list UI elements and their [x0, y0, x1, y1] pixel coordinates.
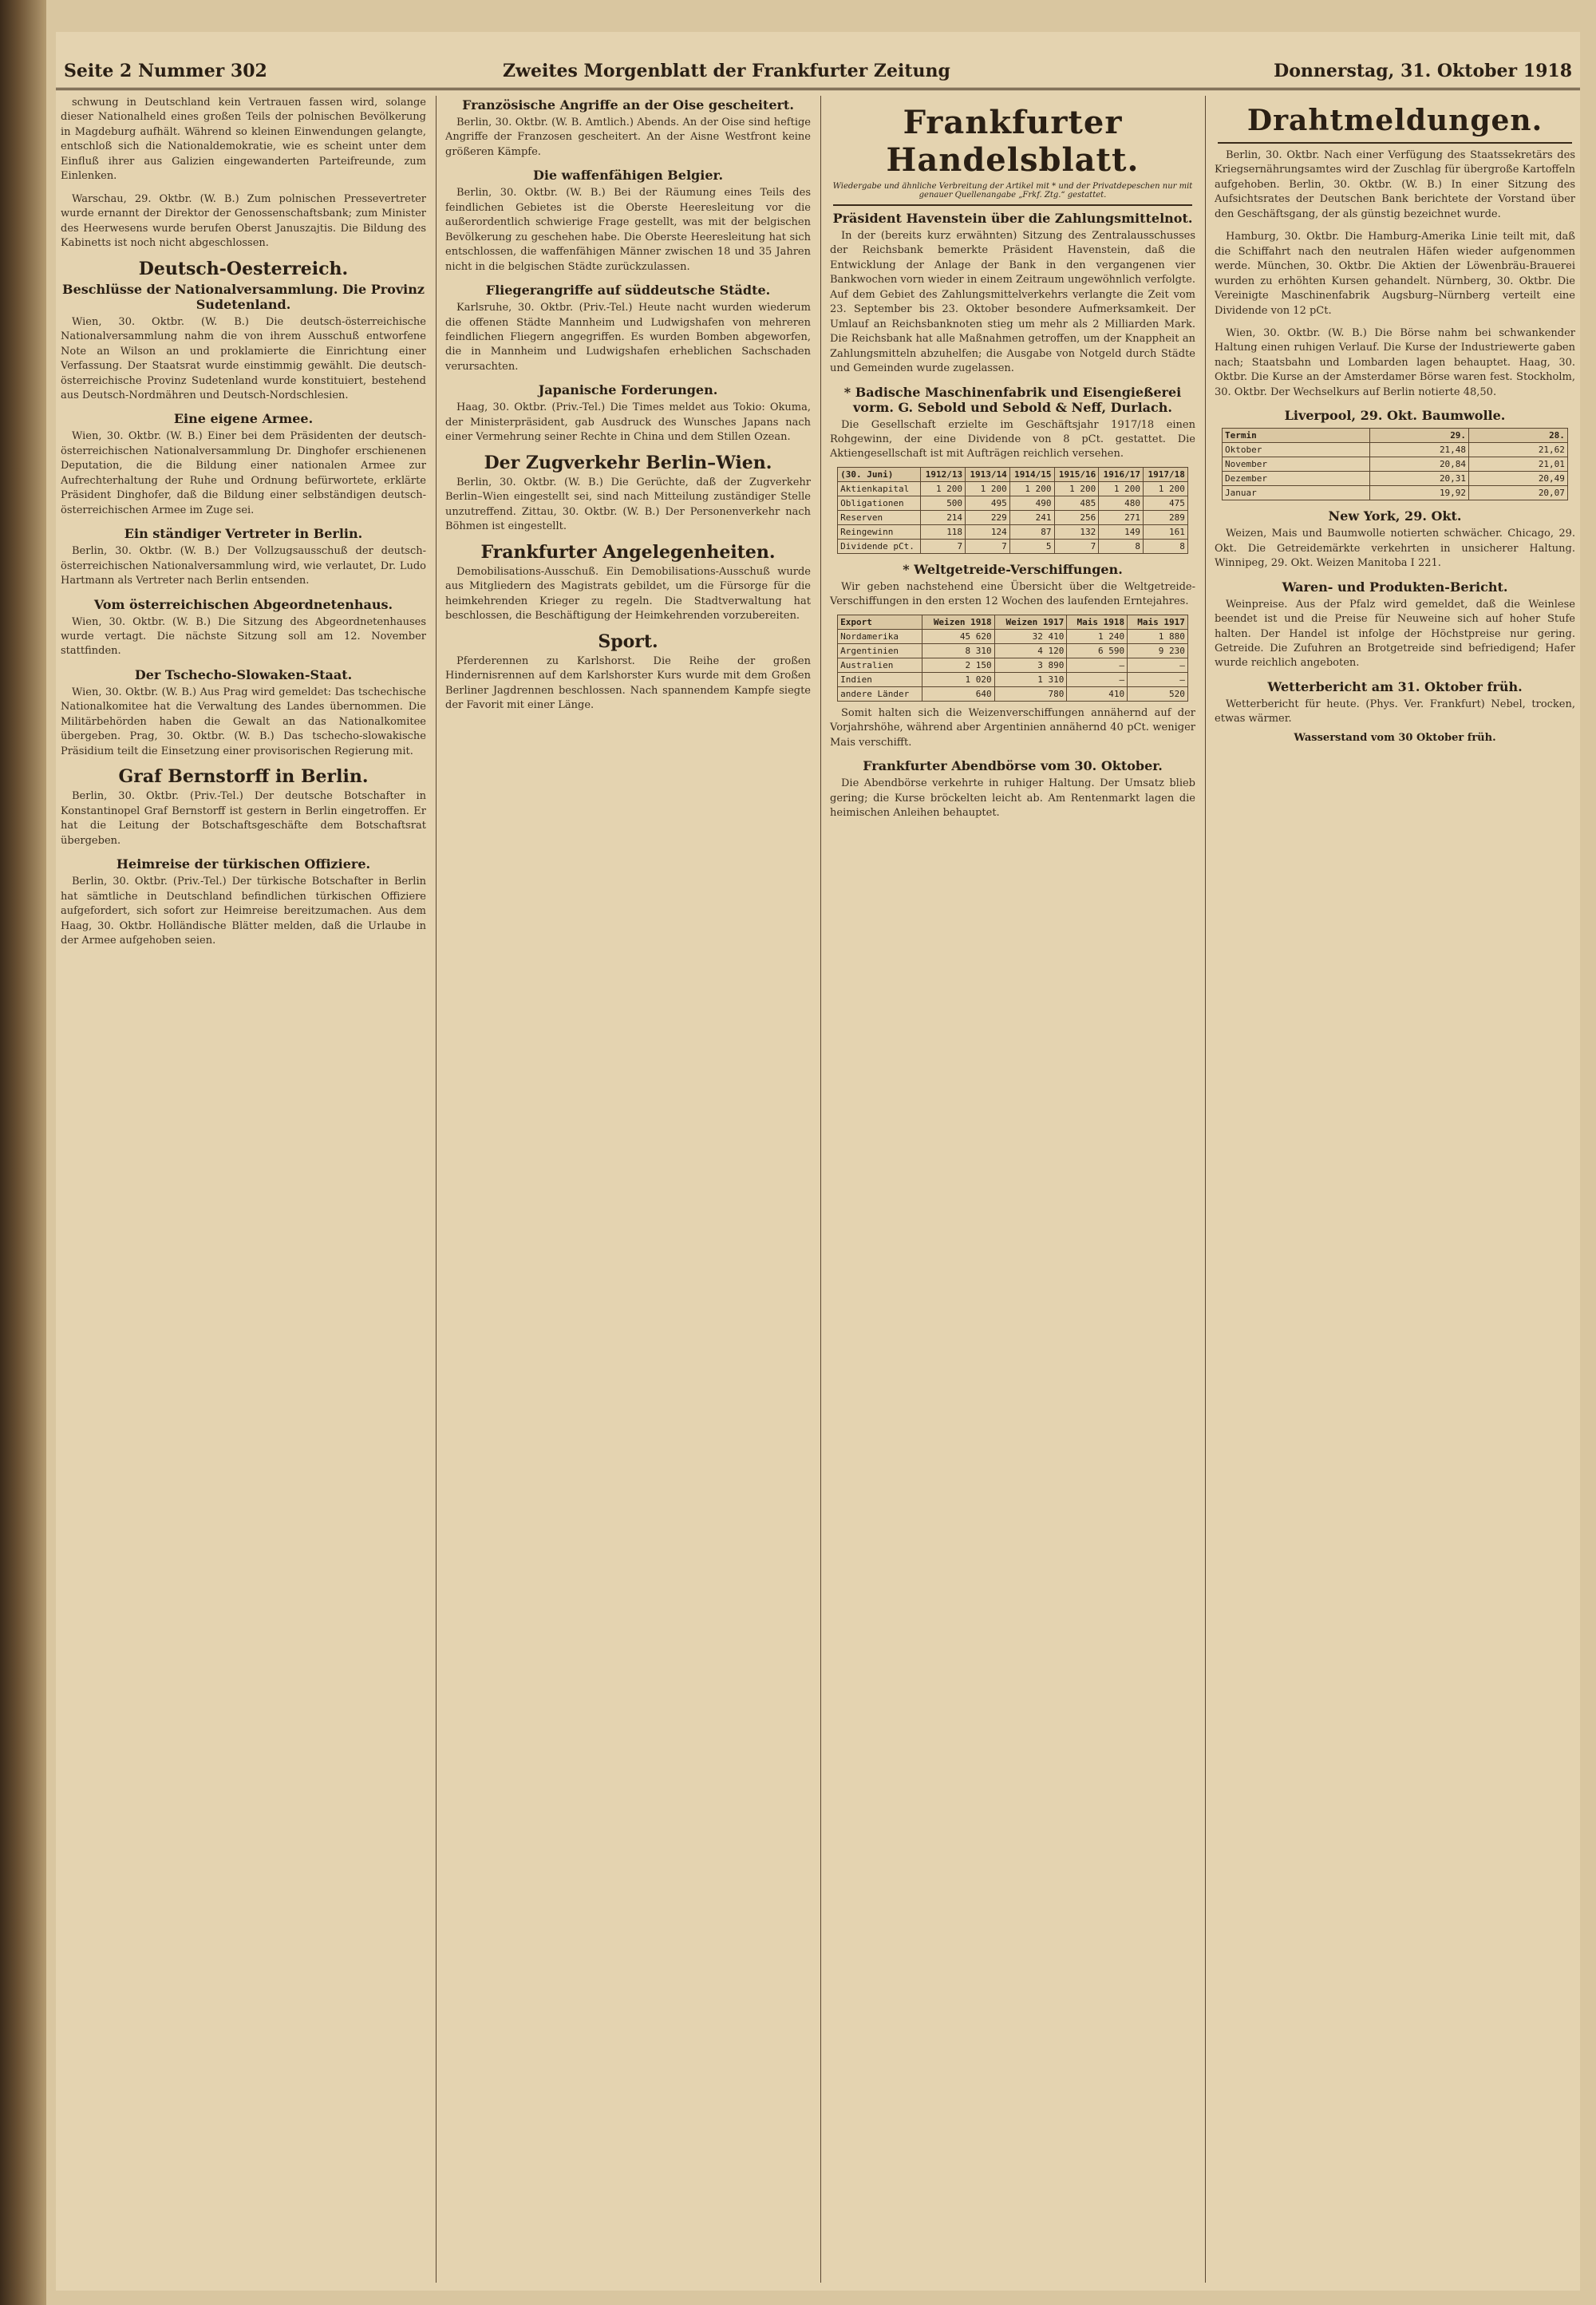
- article-body: Warschau, 29. Oktbr. (W. B.) Zum polnischen Pressevertreter wurde ernannt der Direktor der Genossenschaftsbank; zum Minister des Heerwesens wurde berufen Oberst Januszajtis. Die Bildung des Kabinetts ist noch nicht abgeschlossen.: [61, 192, 426, 250]
- article-title: Heimreise der türkischen Offiziere.: [116, 856, 371, 872]
- article-title: Wetterbericht am 31. Oktober früh.: [1267, 678, 1523, 694]
- article-body: Berlin, 30. Oktbr. (W. B.) Bei der Räumung eines Teils des feindlichen Gebietes ist die Oberste Heeresleitung vor die außerordentlich schwierige Frage gestellt, was mit der belgischen Bevölkerung zu geschehen habe. Die Oberste Heeresleitung hat sich entschlossen, die waffenfähigen Männer zwischen 18 und 35 Jahren nicht in die belgischen Städte zurückzulassen.: [445, 187, 811, 273]
- table-header-cell: 29.: [1370, 429, 1469, 443]
- table-cell: 1 200: [1009, 481, 1054, 496]
- table-cell: 475: [1144, 496, 1188, 510]
- article-title: Französische Angriffe an der Oise gescheitert.: [462, 97, 794, 113]
- table-row: [838, 496, 1188, 510]
- table-cell: Indien: [838, 672, 922, 686]
- table-row: [838, 510, 1188, 524]
- table-row: [838, 524, 1188, 539]
- table-cell: andere Länder: [838, 686, 922, 701]
- table-header-cell: Mais 1917: [1128, 615, 1188, 629]
- table-cell: –: [1067, 672, 1128, 686]
- table-row: [1223, 457, 1568, 472]
- table-header-cell: Mais 1918: [1067, 615, 1128, 629]
- table-cell: 241: [1009, 510, 1054, 524]
- table-cell: 5: [1009, 539, 1054, 553]
- table-cell: 87: [1009, 524, 1054, 539]
- table-cell: 8: [1144, 539, 1188, 553]
- article-title: Eine eigene Armee.: [173, 411, 314, 427]
- market-title: Liverpool, 29. Okt. Baumwolle.: [1284, 408, 1506, 424]
- table-cell: Argentinien: [838, 643, 922, 658]
- table-cell: Oktober: [1223, 443, 1370, 457]
- balance-table: [837, 467, 1188, 554]
- article-title: Graf Bernstorff in Berlin.: [118, 766, 369, 788]
- table-header-cell: Weizen 1917: [994, 615, 1067, 629]
- table-cell: Dezember: [1223, 472, 1370, 486]
- section-note: Wiedergabe und ähnliche Verbreitung der Artikel mit * und der Privatdepeschen nur mit genauer Quellenangabe „Frkf. Ztg.“ gestattet.: [832, 182, 1193, 200]
- article-body: Demobilisations-Ausschuß. Ein Demobilisations-Ausschuß wurde aus Mitgliedern des Magistrats gebildet, um die Fürsorge für die heimkehrenden Krieger zu regeln. Die Stadtverwaltung hat beschlossen, die Beschäftigung der Heimkehrenden vorzubereiten.: [445, 565, 811, 623]
- article-title: Präsident Havenstein über die Zahlungsmittelnot.: [832, 211, 1193, 226]
- table-cell: 7: [921, 539, 966, 553]
- table-cell: 2 150: [922, 658, 994, 672]
- table-header-cell: 1912/13: [921, 467, 966, 481]
- article-title: Deutsch-Oesterreich.: [138, 258, 349, 279]
- article: [61, 767, 426, 848]
- article: [1215, 326, 1575, 400]
- column-4: [1210, 96, 1580, 2283]
- article: [1215, 679, 1575, 744]
- article: [445, 453, 811, 535]
- table-row: [1223, 486, 1568, 500]
- article-body: Karlsruhe, 30. Oktbr. (Priv.-Tel.) Heute nacht wurden wiederum die offenen Städte Mannheim und Ludwigshafen von mehreren feindlichen Fliegern angegriffen. Es wurden Bomben abgeworfen, die in Mannheim und Ludwigshafen erheblichen Sachschaden verursachten.: [445, 302, 811, 373]
- article-body: Haag, 30. Oktbr. (Priv.-Tel.) Die Times meldet aus Tokio: Okuma, der Ministerpräsident, gab Ausdruck des Wunsches Japans nach einer Vermehrung seiner Rechte in China und dem Stillen Ozean.: [445, 401, 811, 444]
- water-level-title: Wasserstand vom 30 Oktober früh.: [1294, 731, 1496, 744]
- table-cell: –: [1128, 658, 1188, 672]
- table-cell: 780: [994, 686, 1067, 701]
- table-cell: 1 200: [966, 481, 1010, 496]
- article: [61, 259, 426, 404]
- table-cell: 1 200: [921, 481, 966, 496]
- table-cell: 214: [921, 510, 966, 524]
- article-body: Die Gesellschaft erzielte im Geschäftsjahr 1917/18 einen Rohgewinn, der eine Dividende von 8 pCt. gestattet. Die Aktiengesellschaft ist mit Aufträgen reichlich versehen.: [830, 418, 1195, 461]
- table-header-cell: 1913/14: [966, 467, 1010, 481]
- table-row: [838, 643, 1188, 658]
- table-row: [838, 539, 1188, 553]
- article-body: Wien, 30. Oktbr. (W. B.) Die deutsch-österreichische Nationalversammlung nahm die von ihrem Ausschuß entworfene Note an Wilson an und proklamierte die Einrichtung einer Verfassung. Der Staatsrat wurde einstimmig gewählt. Die deutsch-österreichische Provinz Sudetenland wurde konstituiert, bestehend aus Deutsch-Nordmähren und Deutsch-Nordschlesien.: [61, 315, 426, 401]
- cotton-table: [1222, 428, 1568, 500]
- article: [1215, 579, 1575, 671]
- table-header-cell: 1915/16: [1054, 467, 1099, 481]
- article-body: Wetterbericht für heute. (Phys. Ver. Frankfurt) Nebel, trocken, etwas wärmer.: [1215, 698, 1575, 726]
- article: [445, 283, 811, 374]
- article: [61, 526, 426, 588]
- table-cell: 161: [1144, 524, 1188, 539]
- table-cell: 7: [1054, 539, 1099, 553]
- section-title: Drahtmeldungen.: [1246, 104, 1543, 137]
- table-cell: 256: [1054, 510, 1099, 524]
- table-header-cell: Weizen 1918: [922, 615, 994, 629]
- article-title: Sport.: [598, 631, 658, 652]
- article-title: Waren- und Produkten-Bericht.: [1282, 579, 1508, 595]
- book-binding: [0, 0, 46, 2305]
- table-header-cell: (30. Juni): [838, 467, 921, 481]
- header-left: Seite 2 Nummer 302: [64, 61, 267, 81]
- table-cell: 271: [1099, 510, 1144, 524]
- article: [445, 543, 811, 624]
- table-cell: 8 310: [922, 643, 994, 658]
- article: [61, 856, 426, 948]
- article: [61, 192, 426, 251]
- table-cell: Januar: [1223, 486, 1370, 500]
- table-cell: Reserven: [838, 510, 921, 524]
- table-cell: 3 890: [994, 658, 1067, 672]
- article-title: Die waffenfähigen Belgier.: [532, 168, 724, 184]
- article: [1215, 230, 1575, 318]
- table-cell: 20,07: [1469, 486, 1568, 500]
- table-row: [838, 481, 1188, 496]
- table-cell: 124: [966, 524, 1010, 539]
- table-cell: Nordamerika: [838, 629, 922, 643]
- article-title: Fliegerangriffe auf süddeutsche Städte.: [485, 283, 771, 299]
- column-rule: [820, 96, 821, 2283]
- article-body: Wien, 30. Oktbr. (W. B.) Die Sitzung des Abgeordnetenhauses wurde vertagt. Die nächste Sitzung soll am 12. November stattfinden.: [61, 615, 426, 658]
- table-cell: 485: [1054, 496, 1099, 510]
- article-body: Weizen, Mais und Baumwolle notierten schwächer. Chicago, 29. Okt. Die Getreidemärkte verkehrten in unsicherer Haltung. Winnipeg, 29. Okt. Weizen Manitoba I 221.: [1215, 528, 1575, 570]
- article-body: schwung in Deutschland kein Vertrauen fassen wird, solange dieser Nationalheld eines großen Teils der polnischen Bevölkerung in Magdeburg aufhält. Während so kleinen Einwendungen gelangte, entschloß sich die Nationaldemokratie, wie es scheint unter dem Einfluß ihrer aus Galizien eingewanderten Parteifreunde, zum Einlenken.: [61, 97, 426, 183]
- table-cell: 21,48: [1370, 443, 1469, 457]
- article-title: Vom österreichischen Abgeordnetenhaus.: [93, 596, 393, 612]
- table-row: [838, 686, 1188, 701]
- table-cell: 118: [921, 524, 966, 539]
- article-title: * Weltgetreide-Verschiffungen.: [903, 561, 1123, 577]
- column-3: [825, 96, 1200, 2283]
- grain-table: [837, 615, 1188, 702]
- article: [445, 632, 811, 714]
- article: [1215, 148, 1575, 222]
- article-body: Wien, 30. Oktbr. (W. B.) Die Börse nahm bei schwankender Haltung einen ruhigen Verlauf. Die Kurse der Industriewerte gaben nach; Staatsbahn und Lombarden lagen behauptet. Haag, 30. Oktbr. Die Kurse an der Amsterdamer Börse waren fest. Stockholm, 30. Oktbr. Der Wechselkurs auf Berlin notierte 48,50.: [1215, 326, 1575, 398]
- table-cell: 45 620: [922, 629, 994, 643]
- table-cell: 4 120: [994, 643, 1067, 658]
- article-title: Der Tschecho-Slowaken-Staat.: [134, 666, 353, 682]
- article-title: Frankfurter Angelegenheiten.: [480, 541, 776, 563]
- table-header-cell: Export: [838, 615, 922, 629]
- market-title: New York, 29. Okt.: [1328, 508, 1462, 524]
- table-cell: 495: [966, 496, 1010, 510]
- article-body: Somit halten sich die Weizenverschiffungen annähernd auf der Vorjahrshöhe, während aber Argentinien annähernd 40 pCt. weniger Mais verschifft.: [830, 706, 1195, 749]
- article-body: Berlin, 30. Oktbr. Nach einer Verfügung des Staatssekretärs des Kriegsernährungsamtes wird der Zuschlag für übergroße Kartoffeln aufgehoben. Berlin, 30. Oktbr. (W. B.) In einer Sitzung des Aufsichtsrates der Deutschen Bank berichtete der Vorstand über den Geschäftsgang, der als günstig bezeichnet wurde.: [1215, 149, 1575, 220]
- article-body: Wien, 30. Oktbr. (W. B.) Aus Prag wird gemeldet: Das tschechische Nationalkomitee hat die Verwaltung des Landes übernommen. Die Militärbehörden haben die Gewalt an das Nationalkomitee übergeben. Prag, 30. Oktbr. (W. B.) Das tschecho-slowakische Präsidium teilt die Einsetzung einer provisorischen Regierung mit.: [61, 686, 426, 757]
- article: [61, 597, 426, 659]
- article: [445, 97, 811, 160]
- table-cell: Reingewinn: [838, 524, 921, 539]
- table-row: [838, 658, 1188, 672]
- table-cell: 500: [921, 496, 966, 510]
- table-cell: –: [1067, 658, 1128, 672]
- table-row: [838, 672, 1188, 686]
- column-rule: [1205, 96, 1206, 2283]
- article-body: In der (bereits kurz erwähnten) Sitzung des Zentralausschusses der Reichsbank bemerkte Präsident Havenstein, daß die Entwicklung der Anlage der Bank in den vergangenen vier Bankwochen vorn wieder in einem Zeitraum ungewöhnlich verfolgte. Auf dem Gebiet des Zahlungsmittelverkehrs verlangte die Zeit vom 23. September bis 23. Oktober besondere Aufmerksamkeit. Der Umlauf an Reichsbanknoten stieg um mehr als 2 Milliarden Mark. Die Reichsbank hat alle Maßnahmen getroffen, um der Knappheit an Zahlungsmitteln abzuhelfen; die Ausgabe von Notgeld durch Städte und Gemeinden wurde zugelassen.: [830, 230, 1195, 375]
- table-cell: 8: [1099, 539, 1144, 553]
- table-cell: 149: [1099, 524, 1144, 539]
- table-header-cell: 1914/15: [1009, 467, 1054, 481]
- article-body: Wir geben nachstehend eine Übersicht über die Weltgetreide-Verschiffungen in den ersten 12 Wochen des laufenden Erntejahres.: [830, 580, 1195, 608]
- article-subtitle: Beschlüsse der Nationalversammlung. Die Provinz Sudetenland.: [62, 281, 425, 312]
- table-cell: 1 880: [1128, 629, 1188, 643]
- table-cell: 21,62: [1469, 443, 1568, 457]
- header-center: Zweites Morgenblatt der Frankfurter Zeitung: [503, 61, 950, 81]
- article: [1215, 408, 1575, 500]
- table-cell: 490: [1009, 496, 1054, 510]
- article-body: Berlin, 30. Oktbr. (W. B.) Der Vollzugsausschuß der deutsch-österreichischen Nationalversammlung wird, wie verlautet, Dr. Ludo Hartmann als Vertreter nach Berlin entsenden.: [61, 545, 426, 587]
- table-row: [838, 629, 1188, 643]
- table-cell: 132: [1054, 524, 1099, 539]
- article-body: Berlin, 30. Oktbr. (W. B. Amtlich.) Abends. An der Oise sind heftige Angriffe der Franzosen gescheitert. An der Aisne Westfront keine größeren Kämpfe.: [445, 117, 811, 158]
- table-cell: 20,84: [1370, 457, 1469, 472]
- article-body: Die Abendbörse verkehrte in ruhiger Haltung. Der Umsatz blieb gering; die Kurse bröckelten leicht ab. Am Rentenmarkt lagen die heimischen Anleihen behauptet.: [830, 777, 1195, 820]
- article-body: Berlin, 30. Oktbr. (W. B.) Die Gerüchte, daß der Zugverkehr Berlin–Wien eingestellt sei, sind nach Mitteilung zuständiger Stelle unzutreffend. Zittau, 30. Oktbr. (W. B.) Der Personenverkehr nach Böhmen ist eingestellt.: [445, 476, 811, 533]
- section-title: Frankfurter Handelsblatt.: [886, 104, 1140, 179]
- header-right: Donnerstag, 31. Oktober 1918: [1274, 61, 1572, 81]
- table-cell: 32 410: [994, 629, 1067, 643]
- table-cell: 1 240: [1067, 629, 1128, 643]
- article-title: Frankfurter Abendbörse vom 30. Oktober.: [863, 758, 1163, 774]
- article-title: Ein ständiger Vertreter in Berlin.: [124, 526, 363, 542]
- table-header-cell: Termin: [1223, 429, 1370, 443]
- table-cell: 1 200: [1144, 481, 1188, 496]
- article: [61, 667, 426, 759]
- column-1: [56, 96, 431, 2283]
- column-rule: [436, 96, 437, 2283]
- table-cell: 1 020: [922, 672, 994, 686]
- table-cell: 6 590: [1067, 643, 1128, 658]
- table-row: [1223, 443, 1568, 457]
- table-cell: 19,92: [1370, 486, 1469, 500]
- article-title: Japanische Forderungen.: [538, 382, 718, 398]
- article: [445, 382, 811, 445]
- table-cell: –: [1128, 672, 1188, 686]
- table-header-cell: 1916/17: [1099, 467, 1144, 481]
- table-cell: 20,49: [1469, 472, 1568, 486]
- article-body: Berlin, 30. Oktbr. (Priv.-Tel.) Der türkische Botschafter in Berlin hat sämtliche in Deutschland befindlichen türkischen Offiziere aufgefordert, sich sofort zur Heimreise bereitzumachen. Aus dem Haag, 30. Oktbr. Holländische Blätter melden, daß die Urlaube in der Armee aufgehoben seien.: [61, 876, 426, 947]
- table-cell: 9 230: [1128, 643, 1188, 658]
- table-cell: Obligationen: [838, 496, 921, 510]
- newspaper-page: [56, 32, 1580, 2291]
- article-body: Wien, 30. Oktbr. (W. B.) Einer bei dem Präsidenten der deutsch-österreichischen Nationalversammlung Dr. Dinghofer erschienenen Deputation, die die Bildung einer nationalen Armee zur Aufrechterhaltung der Ruhe und Ordnung befürwortete, erklärte Präsident Dinghofer, daß die Bildung einer selbständigen deutsch-österreichischen Armee im Zuge sei.: [61, 430, 426, 516]
- table-row: [1223, 472, 1568, 486]
- table-cell: 410: [1067, 686, 1128, 701]
- table-cell: 520: [1128, 686, 1188, 701]
- article: [830, 758, 1195, 820]
- article: [1215, 508, 1575, 571]
- table-cell: 480: [1099, 496, 1144, 510]
- divider: [833, 204, 1192, 206]
- article-title: * Badische Maschinenfabrik und Eisengießerei vorm. G. Sebold und Sebold & Neff, Durlach.: [843, 384, 1182, 415]
- article-body: Weinpreise. Aus der Pfalz wird gemeldet, daß die Weinlese beendet ist und die Preise für Neuweine sich auf hoher Stufe halten. Der Handel ist infolge der Höchstpreise nur gering. Getreide. Die Zufuhren an Brotgetreide sind befriedigend; Hafer wurde reichlich angeboten.: [1215, 598, 1575, 670]
- table-cell: Australien: [838, 658, 922, 672]
- table-header-cell: 1917/18: [1144, 467, 1188, 481]
- table-cell: 289: [1144, 510, 1188, 524]
- article: [830, 562, 1195, 750]
- article: [830, 385, 1195, 554]
- table-cell: 1 310: [994, 672, 1067, 686]
- column-2: [440, 96, 816, 2283]
- article-title: Der Zugverkehr Berlin–Wien.: [484, 452, 772, 473]
- article: [61, 411, 426, 518]
- article-body: Berlin, 30. Oktbr. (Priv.-Tel.) Der deutsche Botschafter in Konstantinopel Graf Bernstorff ist gestern in Berlin eingetroffen. Er hat die Leitung der Botschaftsgeschäfte dem Botschaftsrat übergeben.: [61, 790, 426, 847]
- table-cell: Dividende pCt.: [838, 539, 921, 553]
- article: [61, 96, 426, 184]
- table-cell: 229: [966, 510, 1010, 524]
- table-cell: 21,01: [1469, 457, 1568, 472]
- page-header: [56, 56, 1580, 90]
- table-header-cell: 28.: [1469, 429, 1568, 443]
- table-cell: November: [1223, 457, 1370, 472]
- article: [445, 168, 811, 275]
- article: [830, 211, 1195, 377]
- article-body: Pferderennen zu Karlshorst. Die Reihe der großen Hindernisrennen auf dem Karlshorster Kurs wurde mit dem Großen Berliner Jagdrennen beschlossen. Nach spannendem Kampfe siegte der Favorit mit einer Länge.: [445, 654, 811, 712]
- table-cell: 640: [922, 686, 994, 701]
- table-cell: 1 200: [1054, 481, 1099, 496]
- table-cell: 20,31: [1370, 472, 1469, 486]
- article-body: Hamburg, 30. Oktbr. Die Hamburg-Amerika Linie teilt mit, daß die Schiffahrt nach den neutralen Häfen wieder aufgenommen werde. München, 30. Oktbr. Die Aktien der Löwenbräu-Brauerei wurden zu erhöhten Kursen gehandelt. Nürnberg, 30. Oktbr. Die Vereinigte Maschinenfabrik Augsburg–Nürnberg verteilt eine Dividende von 12 pCt.: [1215, 231, 1575, 317]
- divider: [1218, 142, 1572, 144]
- table-cell: 7: [966, 539, 1010, 553]
- table-cell: 1 200: [1099, 481, 1144, 496]
- table-cell: Aktienkapital: [838, 481, 921, 496]
